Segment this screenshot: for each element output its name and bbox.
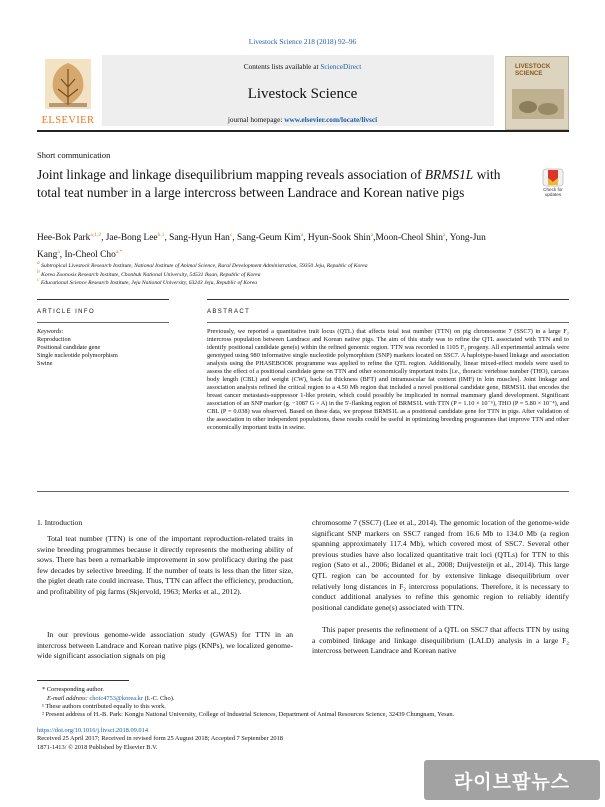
author-name[interactable]: Yong-Jun Kang	[37, 233, 486, 260]
footnote-rule	[37, 680, 129, 681]
author-affiliation-marker[interactable]: a	[57, 248, 60, 255]
title-gene: BRMS1L	[424, 167, 474, 182]
elsevier-logo	[37, 57, 99, 129]
keyword-item: Reproduction	[37, 336, 71, 343]
affiliation-c	[37, 277, 257, 286]
doi-link[interactable]: https://doi.org/10.1016/j.livsci.2018.09.014	[37, 727, 149, 734]
author-affiliation-marker[interactable]: c	[229, 232, 233, 238]
check-for-updates-badge[interactable]	[538, 168, 568, 202]
author-name[interactable]: Sang-Hyun Han	[169, 233, 230, 244]
corresponding-author-note: * Corresponding author.	[42, 686, 104, 693]
keyword-item: Positional candidate gene	[37, 344, 101, 351]
affiliation-a-marker: a	[37, 260, 40, 266]
article-info-rule-2	[37, 322, 169, 323]
keyword-item: Single nucleotide polymorphism	[37, 352, 118, 359]
author-separator: ,	[303, 233, 308, 244]
article-info-heading: ARTICLE INFO	[37, 309, 96, 315]
abstract-heading: ABSTRACT	[207, 309, 251, 315]
email-link[interactable]: choic4753@korea.kr	[89, 695, 143, 702]
email-suffix: (I.-C. Cho).	[143, 695, 175, 702]
homepage-prefix: journal homepage:	[227, 115, 285, 124]
author-name[interactable]: Jae-Bong Lee	[105, 233, 158, 244]
watermark-text: 라이브팜뉴스	[453, 771, 571, 793]
author-affiliation-marker[interactable]: a	[442, 232, 446, 238]
intro-right-paragraph-2: This paper presents the refinement of a QTL on SSC7 that affects TTN by using a combined linkage and linkage disequilibrium (LALD) analysis in a large F₂ intercross between Landrace and Korean native	[312, 625, 569, 656]
author-separator: ,	[164, 233, 170, 244]
affiliation-b-text: Korea Zoonosis Research Institute, Chonbuk National University, 54531 Iksan, Republic of Korea	[41, 271, 261, 278]
author-affiliation-marker[interactable]: a,1,2	[90, 232, 102, 238]
author-affiliation-marker[interactable]: a,*	[115, 248, 123, 255]
crossmark-icon	[538, 168, 568, 188]
author-name[interactable]: Hee-Bok Park	[37, 233, 91, 244]
intro-left-paragraph-2: In our previous genome-wide association study (GWAS) for TTN in an intercross between Landrace and Korean native pigs (KNPs), we localized genome-wide significant association signals on pig	[37, 630, 293, 661]
received-dates: Received 25 April 2017; Received in revised form 25 August 2018; Accepted 7 September 2018	[37, 735, 283, 742]
author-list	[37, 229, 507, 262]
email-label: E-mail address:	[47, 695, 90, 702]
author-name[interactable]: In-Cheol Cho	[64, 249, 116, 260]
cover-title: LIVESTOCK SCIENCE	[515, 63, 551, 77]
author-name[interactable]: Sang-Geum Kim	[236, 233, 301, 244]
email-note	[47, 695, 174, 702]
title-part-2: with total teat number in a large intercross between Landrace and Korean native pigs	[37, 167, 501, 200]
top-citation[interactable]: Livestock Science 218 (2018) 92–96	[248, 37, 357, 46]
issn-copyright: 1871-1413/ © 2018 Published by Elsevier B.V.	[37, 744, 158, 751]
affiliation-a-text: Subtropical Livestock Research Institute, National Institute of Animal Science, Rural Development Administration, 59350 Jeju, Republic of Korea	[41, 262, 368, 269]
abstract-rule-2	[207, 322, 569, 323]
author-separator: ,	[232, 233, 237, 244]
introduction-heading: 1. Introduction	[37, 518, 83, 527]
elsevier-wordmark: ELSEVIER	[41, 115, 95, 126]
author-affiliation-marker[interactable]: a	[300, 232, 304, 238]
sciencedirect-link[interactable]: ScienceDirect	[320, 62, 362, 71]
author-separator: ,	[373, 233, 376, 244]
affiliation-c-marker: c	[37, 277, 40, 283]
header-rule	[37, 130, 569, 132]
author-name[interactable]: Moon-Cheol Shin	[375, 233, 443, 244]
article-info-rule	[37, 299, 169, 300]
article-title	[37, 166, 507, 202]
intro-right-paragraph-1: chromosome 7 (SSC7) (Lee et al., 2014). The genomic location of the genome-wide significant SNP markers on SSC7 ranged from 16.6 Mb to 134.0 Mb (a region spanning approximately 117.4 Mb), which covered most of SSC7. Several other previous studies have also localized quantitative trait loci (QTLs) for TTN to this region (Sato et al., 2006; Bidanel et al., 2008; Duijvesteijn et al., 2014). This large QTL region can be accounted for by extensive linkage disequilibrium over relatively long distances in F₂ intercross populations. Therefore, it is necessary to conduct additional analyses to refine this genomic region to reliably identify positional candidate gene(s) associated with TTN.	[312, 518, 569, 612]
author-name[interactable]: Hyun-Sook Shin	[307, 233, 371, 244]
author-separator: ,	[445, 233, 450, 244]
abstract-bottom-rule	[37, 491, 569, 492]
author-affiliation-marker[interactable]: a	[370, 232, 374, 238]
affiliation-b-marker: b	[37, 269, 40, 275]
journal-name: Livestock Science	[247, 86, 358, 102]
present-address-note: ² Present address of H.-B. Park: Kongju National University, College of Industrial Sciences, Department of Animal Resources Science, 32439 Chungnam, Yesan.	[42, 711, 455, 718]
journal-cover-thumbnail[interactable]	[505, 56, 569, 130]
intro-left-paragraph-1: Total teat number (TTN) is one of the important reproduction-related traits in swine breeding programmes because it directly represents the mothering ability of sows. There has been a remarkable improvement in sow prolificacy during the past few decades by selective breeding. If the number of teats is less than the litter size, the piglet death rate could increase. Thus, TTN can affect the efficiency, production, and profitability of pig farms (Skjervold, 1963; Merks et al., 2012).	[37, 534, 293, 596]
title-part-1: Joint linkage and linkage disequilibrium mapping reveals association of	[37, 167, 425, 182]
author-separator: ,	[59, 249, 65, 260]
author-separator: ,	[101, 233, 106, 244]
contents-prefix: Contents lists available at	[243, 62, 321, 71]
equal-contribution-note: ¹ These authors contributed equally to this work.	[42, 703, 166, 710]
keywords-label: Keywords:	[37, 328, 64, 335]
article-type: Short communication	[37, 150, 111, 160]
abstract-text: Previously, we reported a quantitative trait locus (QTL) that affects total teat number (TTN) on pig chromosome 7 (SSC7) in a large F₂ intercross population between Landrace and Korean native pigs. The aim of this study was to refine the QTL associated with TTN and to identify positional candidate gene(s) within the refined genomic region. TTN was recorded in 1105 F₂ progeny. All experimental animals were genotyped using 980 informative single nucleotide polymorphism (SNP) markers located on SSC7. A haplotype-based linkage and association analysis using the PHASEBOOK programme was applied to refine the QTL region. Additionally, linear mixed-effect models were used to assess the effect of a positional candidate gene on TTN and other economically important traits [i.e., thoracic vertebrae number (THO), carcass body length (CBL) and weight (CW), back fat thickness (BFT) and intramuscular fat content (IMF) in loin muscles]. Joint linkage and association analysis refined the critical region to a 4.50 Mb region that included a novel positional candidate gene, BRMS1L that encodes the breast cancer metastasis-suppressor 1-like protein, which could possibly be implicated in normal mammary gland development. Significant association of an SNP marker (g. −1087 G > A) in the 5′-flanking region of BRMS1L with TTN (P = 1.10 × 10⁻⁶), THO (P = 5.80 × 10⁻⁴), and CBL (P = 0.038) was observed. Based on these data, we propose BRMS1L as a positional candidate gene for TTN in pigs. After validation of the association in other independent populations, these results could be useful in optimizing breeding programmes that improve TTN and other economically important traits in swine.	[207, 328, 569, 431]
keyword-item: Swine	[37, 360, 53, 367]
crossmark-label: Check for updates	[543, 187, 563, 197]
author-affiliation-marker[interactable]: b,1	[157, 232, 165, 238]
affiliation-c-text: Educational Science Research Institute, Jeju National University, 63243 Jeju, Republic of Korea	[40, 279, 257, 286]
abstract-rule	[207, 299, 569, 300]
affiliation-a	[37, 260, 368, 269]
homepage-link[interactable]: www.elsevier.com/locate/livsci	[284, 115, 378, 124]
